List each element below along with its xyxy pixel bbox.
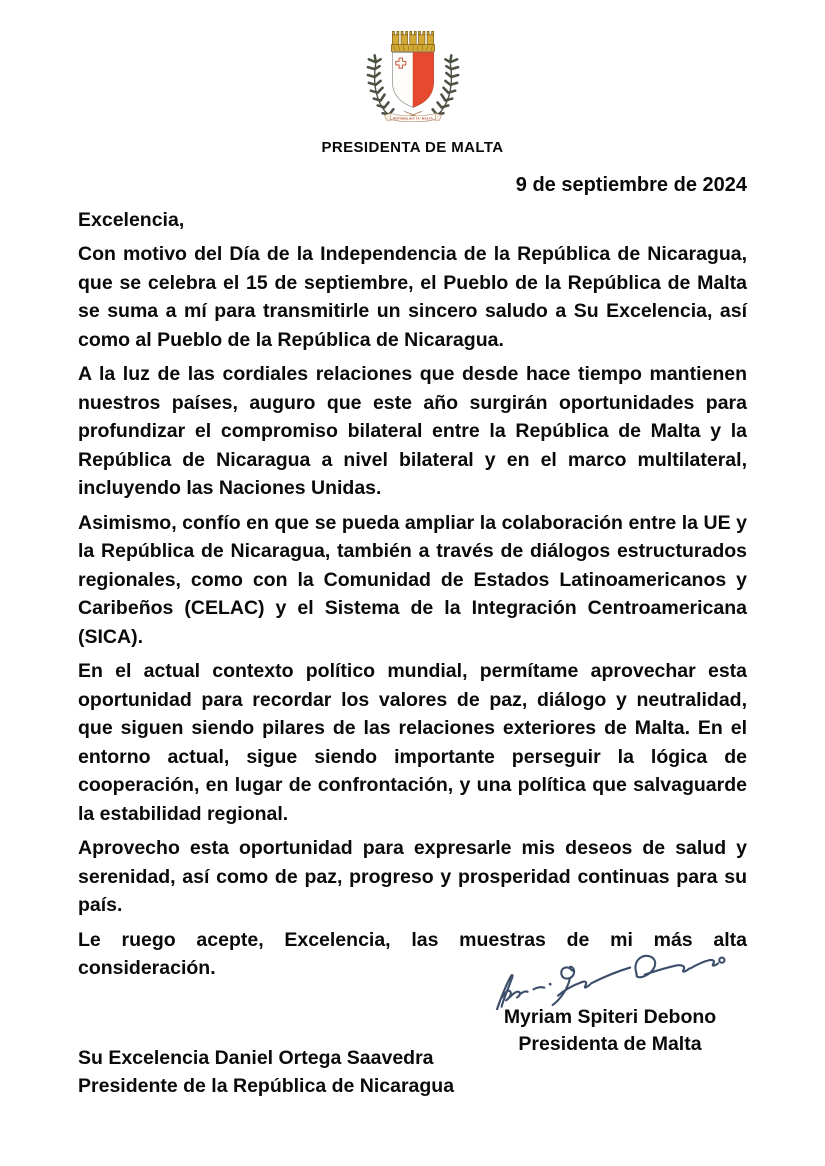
scroll-text: REPUBBLIKA TA' MALTA	[392, 116, 433, 121]
recipient-title: Presidente de la República de Nicaragua	[78, 1075, 455, 1097]
shield-icon	[392, 52, 433, 107]
malta-coat-of-arms-icon	[359, 22, 467, 128]
signatory-name: Myriam Spiteri Debono	[503, 1006, 717, 1028]
letter-date: 9 de septiembre de 2024	[515, 174, 747, 196]
palm-branch-icon	[432, 55, 458, 117]
mural-crown-icon	[391, 31, 434, 51]
signatory-title: Presidenta de Malta	[518, 1033, 702, 1055]
letterhead-title: PRESIDENTA DE MALTA	[321, 139, 504, 156]
letter-body	[78, 171, 747, 983]
salutation: Excelencia,	[78, 208, 185, 231]
paragraph: A la luz de las cordiales relaciones que desde hace tiempo mantienen nuestros países, auguro que este año surgirán oportunidades para profundizar el compromiso bilateral entre la República de Malta y la República de Nicaragua a nivel bilateral y en el marco multilateral, incluyendo las Naciones Unidas.	[78, 363, 747, 499]
paragraph: Con motivo del Día de la Independencia de la República de Nicaragua, que se celebra el 15 de septiembre, el Pueblo de la República de Malta se suma a mí para transmitirle un sincero saludo a Su Excelencia, así como al Pueblo de la República de Nicaragua.	[78, 243, 747, 351]
olive-branch-icon	[367, 55, 393, 117]
letterhead	[0, 0, 825, 133]
paragraph: Aprovecho esta oportunidad para expresarle mis deseos de salud y serenidad, así como de paz, progreso y prosperidad continuas para su país.	[78, 837, 747, 916]
recipient-block	[78, 1044, 454, 1100]
paragraph: Asimismo, confío en que se pueda ampliar la colaboración entre la UE y la República de Nicaragua, también a través de diálogos estructurados regionales, como con la Comunidad de Estados Latinoamericanos y Caribeños (CELAC) y el Sistema de la Integración Centroamericana (SICA).	[78, 511, 747, 648]
signature-scrawl-icon	[479, 950, 741, 1010]
recipient-name: Su Excelencia Daniel Ortega Saavedra	[78, 1047, 434, 1069]
closing-line: Le ruego acepte, Excelencia, las muestras de mi más alta consideración.	[78, 928, 747, 979]
paragraph: En el actual contexto político mundial, permítame aprovechar esta oportunidad para recordar los valores de paz, diálogo y neutralidad, que siguen siendo pilares de las relaciones exteriores de Malta. En el entorno actual, sigue siendo importante perseguir la lógica de cooperación, en lugar de confrontación, y una política que salvaguarde la estabilidad regional.	[78, 660, 747, 825]
scroll-banner	[384, 111, 441, 121]
signature-block	[455, 950, 765, 1058]
